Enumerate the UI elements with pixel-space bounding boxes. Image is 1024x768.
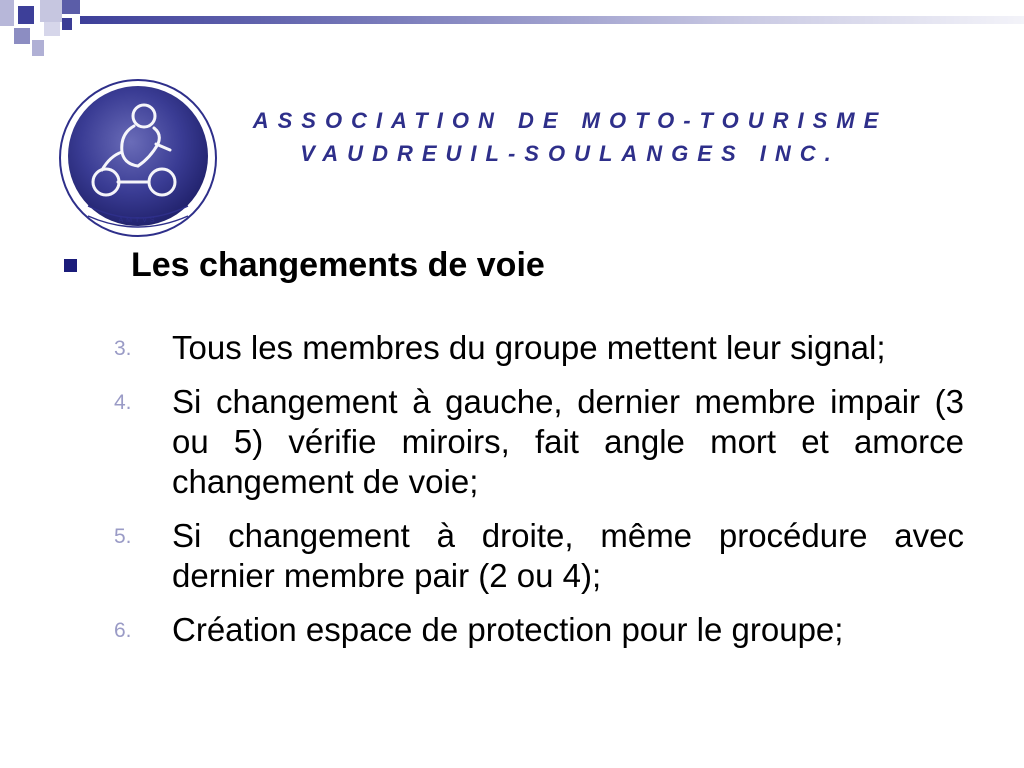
decor-square xyxy=(62,18,72,30)
organization-header xyxy=(240,104,900,170)
organization-line-1: ASSOCIATION DE MOTO-TOURISME xyxy=(252,108,888,133)
list-item-number: 5. xyxy=(114,525,132,548)
list-item-text: Si changement à gauche, dernier membre impair (3 ou 5) vérifie miroirs, fait angle mort et amorce changement de voie; xyxy=(172,383,964,500)
list-item xyxy=(110,516,964,596)
list-item xyxy=(110,328,964,368)
section-bullet xyxy=(64,246,545,285)
list-item xyxy=(110,382,964,502)
list-item-number: 6. xyxy=(114,619,132,642)
list-item-text: Création espace de protection pour le groupe; xyxy=(172,611,844,648)
top-gradient-band xyxy=(80,16,1024,24)
section-title: Les changements de voie xyxy=(131,246,545,284)
numbered-list xyxy=(110,328,964,664)
decor-square xyxy=(40,0,62,22)
bullet-square-icon xyxy=(64,259,77,272)
decor-square xyxy=(44,22,60,36)
decor-square xyxy=(32,40,44,56)
logo-text: AMTVS xyxy=(118,217,158,224)
organization-line-2: VAUDREUIL-SOULANGES INC. xyxy=(300,141,840,166)
amtvs-logo xyxy=(58,78,218,238)
list-item-number: 3. xyxy=(114,337,132,360)
decor-square xyxy=(62,0,80,14)
list-item xyxy=(110,610,964,650)
list-item-number: 4. xyxy=(114,391,132,414)
list-item-text: Si changement à droite, même procédure avec dernier membre pair (2 ou 4); xyxy=(172,517,964,594)
decor-square xyxy=(18,6,34,24)
decor-square xyxy=(0,0,14,26)
list-item-text: Tous les membres du groupe mettent leur signal; xyxy=(172,329,886,366)
decor-square xyxy=(14,28,30,44)
